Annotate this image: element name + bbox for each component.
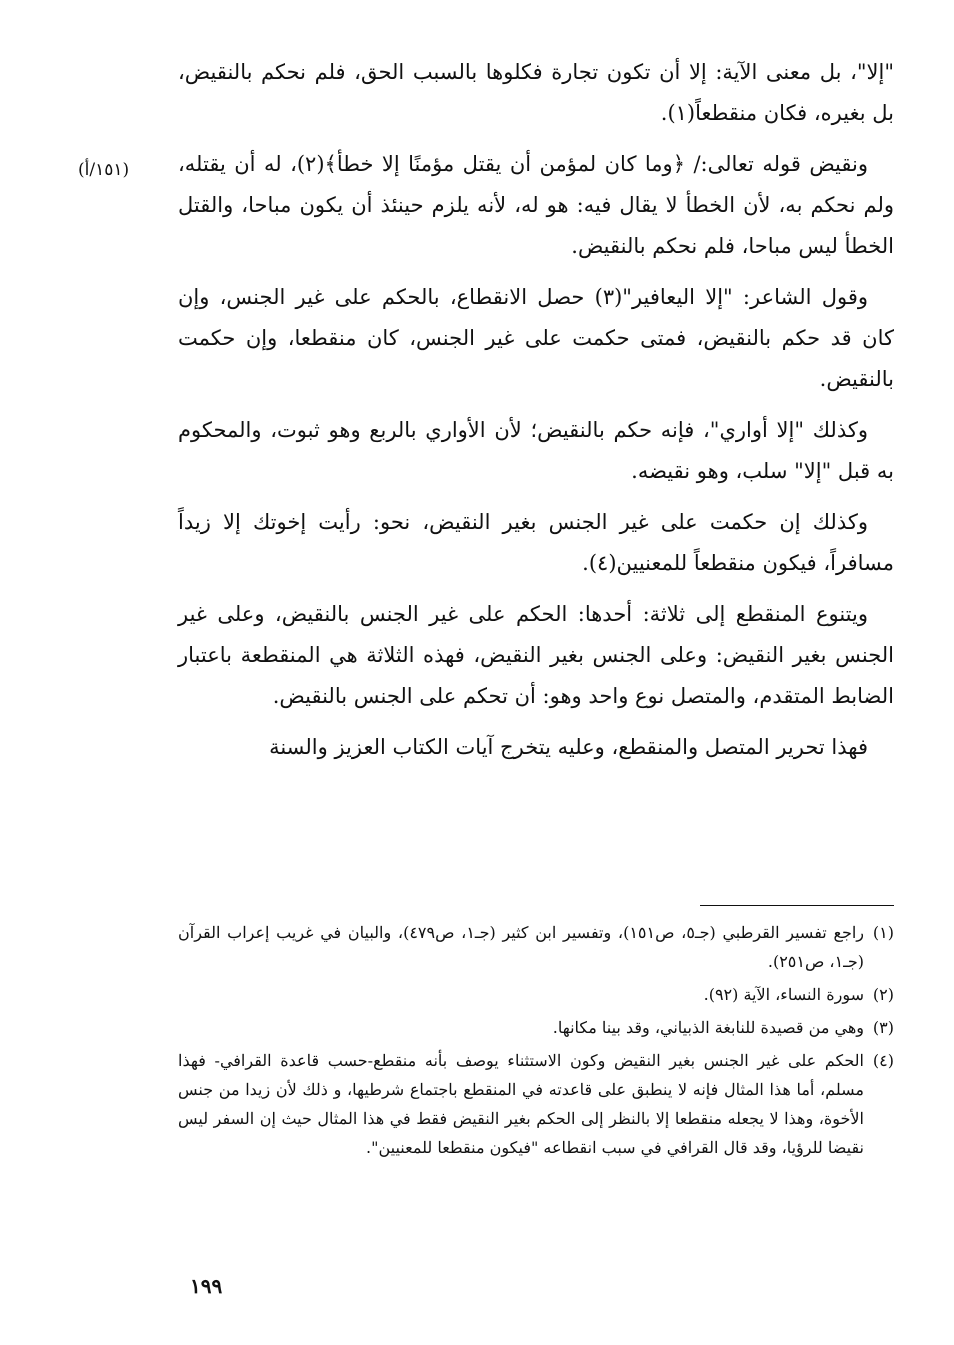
- footnote-number: (٢): [872, 985, 894, 1004]
- page-number: ١٩٩: [190, 1274, 223, 1298]
- paragraph: ويتنوع المنقطع إلى ثلاثة: أحدها: الحكم على غير الجنس بالنقيض، وعلى غير الجنس بغير النقيض: وعلى الجنس بغير النقيض، فهذه الثلاثة هي المنقطعة باعتبار الضابط المتقدم، والمتصل نوع واحد وهو: أن تحكم على الجنس بالنقيض.: [178, 602, 894, 708]
- footnote-item: [178, 980, 894, 1009]
- footnote-number: (٤): [872, 1051, 894, 1070]
- paragraph: ونقيض قوله تعالى:/ ﴿وما كان لمؤمن أن يقتل مؤمنًا إلا خطأ﴾(٢)، له أن يقتله، ولم نحكم به، لأن الخطأ لا يقال فيه: هو له، لأنه يلزم حينئذ أن يكون مباحا، والقتل الخطأ ليس مباحا، فلم نحكم بالنقيض.: [178, 152, 894, 258]
- paragraph: فهذا تحرير المتصل والمنقطع، وعليه يتخرج آيات الكتاب العزيز والسنة: [269, 735, 868, 759]
- footnotes: [178, 918, 894, 1166]
- footnote-separator: [700, 905, 894, 906]
- footnote-item: [178, 1013, 894, 1042]
- paragraph: "إلا"، بل معنى الآية: إلا أن تكون تجارة فكلوها بالسبب الحق، فلم نحكم بالنقيض، بل بغيره، فكان منقطعاً(١).: [178, 60, 894, 125]
- footnote-item: [178, 1046, 894, 1162]
- paragraph: وكذلك إن حكمت على غير الجنس بغير النقيض، نحو: رأيت إخوتك إلا زيداً مسافراً، فيكون منقطعاً للمعنيين(٤).: [178, 510, 894, 575]
- main-text: [178, 52, 894, 778]
- footnote-text: راجع تفسير القرطبي (جـ٥، ص١٥١)، وتفسير ابن كثير (جـ١، ص٤٧٩)، والبيان في غريب إعراب القرآن (جـ١، ص٢٥١).: [178, 923, 865, 971]
- footnote-text: سورة النساء، الآية (٩٢).: [703, 985, 864, 1004]
- margin-folio-reference: (١٥١/أ): [78, 160, 130, 180]
- footnote-number: (٣): [872, 1018, 894, 1037]
- paragraph: وقول الشاعر: "إلا اليعافير"(٣) حصل الانقطاع، بالحكم على غير الجنس، وإن كان قد حكم بالنقيض، فمتى حكمت على غير الجنس، كان منقطعا، وإن حكمت بالنقيض.: [178, 285, 894, 391]
- paragraph: وكذلك "إلا أواري"، فإنه حكم بالنقيض؛ لأن الأواري بالربع وهو ثبوت، والمحكوم به قبل "إلا" سلب، وهو نقيضه.: [178, 418, 894, 483]
- footnote-text: الحكم على غير الجنس بغير النقيض وكون الاستثناء يوصف بأنه منقطع-حسب قاعدة القرافي- فهذا مسلم، أما هذا المثال فإنه لا ينطبق على قاعدته في المنقطع باجتماع شرطيها، و ذلك لأن زيدا من جنس الأخوة، وهذا لا يجعله منقطعا إلا بالنظر إلى الحكم بغير النقيض فقط في هذا المثال حيث إن السفر ليس نقيضا للرؤيا، وقد قال القرافي في سبب انقطاعه "فيكون منقطعا للمعنيين".: [178, 1051, 865, 1157]
- footnote-item: [178, 918, 894, 976]
- footnote-text: وهي من قصيدة للنابغة الذبياني، وقد بينا مكانها.: [552, 1018, 864, 1037]
- footnote-number: (١): [872, 923, 894, 942]
